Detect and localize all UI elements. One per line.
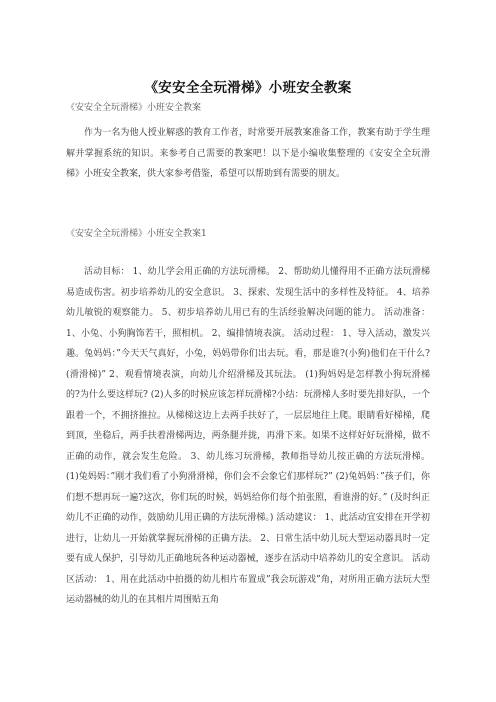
intro-paragraph: 作为一名为他人授业解惑的教育工作者，时常要开展教案准备工作，教案有助于学生理解并掌握系统的知识。来参考自己需要的教案吧！以下是小编收集整理的《安安全全玩滑梯》小班安全教案，供大家参考借鉴，希望可以帮助到有需要的朋友。 — [66, 128, 430, 179]
section-heading: 《安安全全玩滑梯》小班安全教案1 — [66, 229, 207, 239]
document-title: 《安安全全玩滑梯》小班安全教案 — [144, 80, 352, 96]
lesson-body-paragraph: 活动目标： 1、幼儿学会用正确的方法玩滑梯。 2、帮助幼儿懂得用不正确方法玩滑梯易造成伤害。初步培养幼儿的安全意识。 3、探索、发现生活中的多样性及特征。 4、培养幼儿敏锐的观察能力。 5、初步培养幼儿用已有的生活经验解决问题的能力。 活动准备： 1、小兔、小狗胸饰若干，照相机。 2、编排情境表演。 活动过程： 1、导入活动，激发兴趣。兔妈妈：”今天天气真好，小兔，妈妈带你们出去玩。看，那是谁?(小狗)他们在干什么?(滑滑梯)” 2、观看情境表演，向幼儿介绍滑梯及其玩法。 (1)狗妈妈是怎样教小狗玩滑梯的?为什么要这样玩? (2)人多的时候应该怎样玩滑梯?小结：玩滑梯人多时要先排好队，一个跟着一个，不拥挤推拉。从梯梯这边上去两手扶好了，一层层地往上爬。眼睛看好梯梯，爬到顶，坐稳后，两手扶着滑梯两边，两条腿并拢，再滑下来。如果不这样好好玩滑梯，做不正确的动作，就会发生危险。 3、幼儿练习玩滑梯，教师指导幼儿按正确的方法玩滑梯。 (1)兔妈妈：”刚才我们看了小狗滑滑梯，你们会不会象它们那样玩?” (2)兔妈妈：”孩子们，你们想不想再玩一遍?这次，你们玩的时候，妈妈给你们每个拍张照，看谁滑的好。” (及时纠正幼儿不正确的动作，鼓励幼儿用正确的方法玩滑梯。) 活动建议： 1、此活动宜安排在开学初进行，让幼儿一开始就掌握玩滑梯的正确方法。 2、日常生活中幼儿玩大型运动器具时一定要有成人保护，引导幼儿正确地玩各种运动器械，逐步在活动中培养幼儿的安全意识。 活动区活动： 1、用在此活动中拍摄的幼儿相片布置成”我会玩游戏”角，对所用正确方法玩大型运动器械的幼儿的在其相片周围贴五角 — [66, 267, 430, 605]
document-subtitle: 《安安全全玩滑梯》小班安全教案 — [66, 103, 202, 113]
